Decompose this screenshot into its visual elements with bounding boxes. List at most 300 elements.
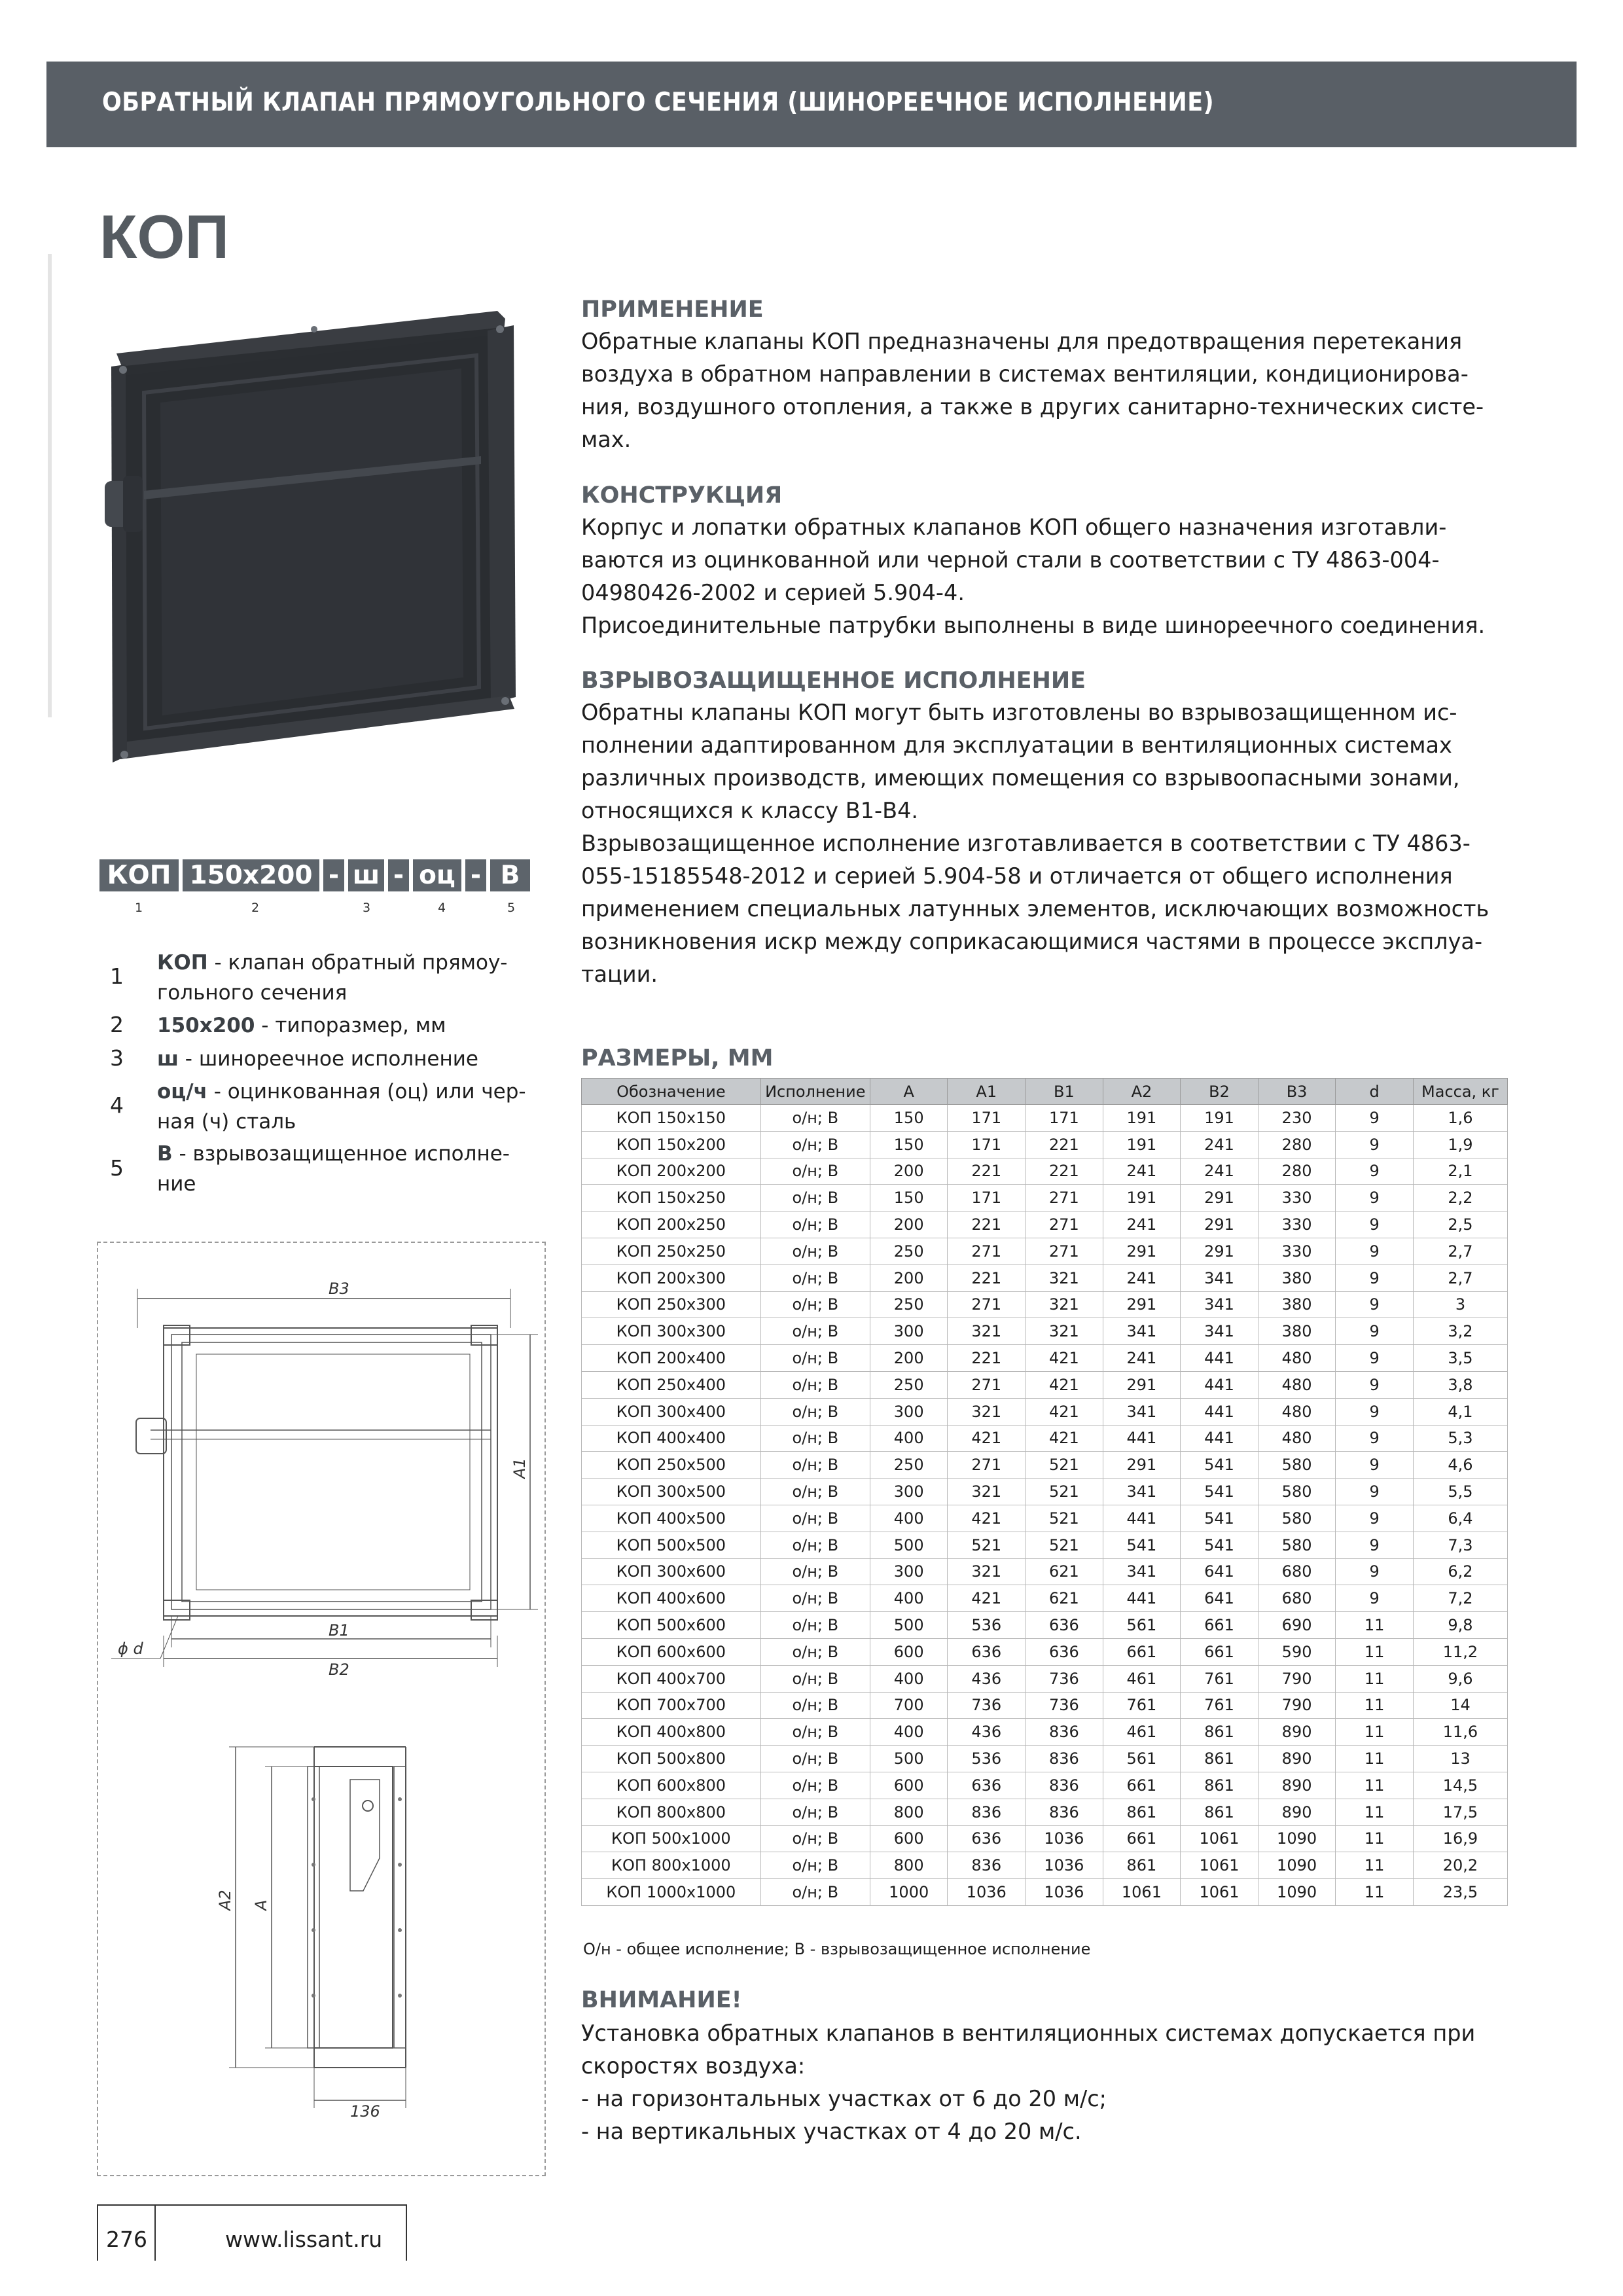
table-cell: о/н; В — [760, 1238, 870, 1265]
table-cell: 500 — [870, 1612, 948, 1639]
table-cell: 1090 — [1258, 1825, 1336, 1852]
table-cell: 480 — [1258, 1345, 1336, 1372]
table-row — [582, 1105, 1508, 1132]
table-cell: 621 — [1026, 1585, 1103, 1612]
table-cell: 636 — [1026, 1638, 1103, 1665]
table-cell: 461 — [1103, 1719, 1181, 1746]
table-cell: 341 — [1181, 1291, 1258, 1318]
table-cell: 600 — [870, 1825, 948, 1852]
table-cell: 171 — [948, 1185, 1026, 1211]
table-cell: КОП 400х700 — [582, 1665, 761, 1692]
table-cell: 661 — [1103, 1772, 1181, 1799]
table-cell: КОП 200х400 — [582, 1345, 761, 1372]
table-cell: 600 — [870, 1772, 948, 1799]
table-cell: 11,2 — [1413, 1638, 1507, 1665]
legend-num-4: 4 — [110, 1092, 124, 1118]
table-cell: 1036 — [948, 1879, 1026, 1906]
table-cell: 3,8 — [1413, 1371, 1507, 1398]
table-cell: КОП 300х300 — [582, 1318, 761, 1345]
table-cell: 341 — [1103, 1398, 1181, 1425]
table-cell: 241 — [1103, 1158, 1181, 1185]
heading-explosion: ВЗРЫВОЗАЩИЩЕННОЕ ИСПОЛНЕНИЕ — [581, 668, 1086, 694]
legend-num-3: 3 — [110, 1045, 124, 1071]
table-cell: 836 — [1026, 1772, 1103, 1799]
table-cell: 9 — [1336, 1425, 1414, 1452]
table-cell: 321 — [1026, 1265, 1103, 1291]
table-cell: 541 — [1181, 1452, 1258, 1479]
table-cell: о/н; В — [760, 1532, 870, 1558]
table-cell: 11 — [1336, 1638, 1414, 1665]
table-cell: о/н; В — [760, 1131, 870, 1158]
label-a1: А1 — [510, 1458, 529, 1479]
table-cell: КОП 150х250 — [582, 1185, 761, 1211]
table-cell: 600 — [870, 1638, 948, 1665]
table-cell: 890 — [1258, 1799, 1336, 1825]
table-cell: 580 — [1258, 1505, 1336, 1532]
table-cell: 561 — [1103, 1746, 1181, 1772]
table-row — [582, 1398, 1508, 1425]
table-cell: 736 — [948, 1692, 1026, 1719]
heading-construction: КОНСТРУКЦИЯ — [581, 482, 783, 509]
table-cell: 700 — [870, 1692, 948, 1719]
table-cell: 636 — [948, 1825, 1026, 1852]
table-cell: 271 — [1026, 1238, 1103, 1265]
table-cell: 861 — [1103, 1799, 1181, 1825]
label-b1: В1 — [329, 1621, 349, 1640]
code-number-2: 2 — [251, 901, 260, 915]
table-cell: 590 — [1258, 1638, 1336, 1665]
table-cell: 16,9 — [1413, 1825, 1507, 1852]
table-row — [582, 1238, 1508, 1265]
legend-item-3: ш - шинореечное исполнение — [157, 1047, 478, 1071]
table-cell: КОП 400х400 — [582, 1425, 761, 1452]
table-cell: о/н; В — [760, 1318, 870, 1345]
table-cell: 9 — [1336, 1238, 1414, 1265]
table-cell: о/н; В — [760, 1345, 870, 1372]
table-header: А — [870, 1079, 948, 1105]
table-cell: 200 — [870, 1345, 948, 1372]
table-cell: 861 — [1181, 1799, 1258, 1825]
table-cell: о/н; В — [760, 1211, 870, 1238]
table-cell: 690 — [1258, 1612, 1336, 1639]
table-cell: 636 — [948, 1638, 1026, 1665]
table-cell: 1061 — [1103, 1879, 1181, 1906]
table-cell: о/н; В — [760, 1291, 870, 1318]
label-136: 136 — [350, 2102, 380, 2121]
table-cell: 680 — [1258, 1585, 1336, 1612]
table-cell: о/н; В — [760, 1852, 870, 1879]
table-cell: о/н; В — [760, 1265, 870, 1291]
table-cell: 441 — [1103, 1585, 1181, 1612]
label-b3: В3 — [329, 1280, 349, 1298]
table-cell: 661 — [1181, 1612, 1258, 1639]
table-cell: 14 — [1413, 1692, 1507, 1719]
table-cell: 20,2 — [1413, 1852, 1507, 1879]
table-cell: 536 — [948, 1746, 1026, 1772]
table-cell: 241 — [1181, 1131, 1258, 1158]
table-cell: 330 — [1258, 1185, 1336, 1211]
table-cell: 641 — [1181, 1585, 1258, 1612]
table-cell: 9 — [1336, 1371, 1414, 1398]
table-cell: 836 — [948, 1799, 1026, 1825]
table-cell: 1061 — [1181, 1879, 1258, 1906]
code-v: В — [490, 859, 530, 891]
table-cell: 536 — [948, 1612, 1026, 1639]
table-cell: о/н; В — [760, 1505, 870, 1532]
text-attention: Установка обратных клапанов в вентиляционных системах допускается при скоростях воздуха: - на горизонтальных участках от 6 до 20 м/с; - на вертикальных участках от 4 до 20 м/с. — [581, 2020, 1476, 2144]
table-cell: 521 — [1026, 1479, 1103, 1505]
table-cell: 9 — [1336, 1291, 1414, 1318]
table-cell: 1061 — [1181, 1852, 1258, 1879]
table-cell: 761 — [1181, 1692, 1258, 1719]
page-number: 276 — [106, 2227, 147, 2252]
table-cell: 150 — [870, 1105, 948, 1132]
table-row — [582, 1371, 1508, 1398]
table-row — [582, 1291, 1508, 1318]
table-cell: о/н; В — [760, 1746, 870, 1772]
table-cell: 800 — [870, 1799, 948, 1825]
table-cell: 500 — [870, 1746, 948, 1772]
table-cell: 761 — [1103, 1692, 1181, 1719]
table-cell: 441 — [1103, 1425, 1181, 1452]
table-cell: 1000 — [870, 1879, 948, 1906]
table-cell: 421 — [948, 1425, 1026, 1452]
table-cell: о/н; В — [760, 1452, 870, 1479]
table-cell: 421 — [1026, 1425, 1103, 1452]
table-cell: 480 — [1258, 1398, 1336, 1425]
table-cell: о/н; В — [760, 1585, 870, 1612]
table-cell: 341 — [1181, 1318, 1258, 1345]
table-cell: 661 — [1103, 1825, 1181, 1852]
table-cell: 1,6 — [1413, 1105, 1507, 1132]
table-cell: 11,6 — [1413, 1719, 1507, 1746]
table-cell: 736 — [1026, 1665, 1103, 1692]
table-cell: 9,6 — [1413, 1665, 1507, 1692]
table-cell: 241 — [1103, 1265, 1181, 1291]
table-cell: 380 — [1258, 1291, 1336, 1318]
table-cell: 400 — [870, 1425, 948, 1452]
site-url[interactable]: www.lissant.ru — [225, 2227, 383, 2252]
table-cell: 9 — [1336, 1211, 1414, 1238]
table-cell: 250 — [870, 1238, 948, 1265]
label-b2: В2 — [329, 1660, 349, 1679]
table-cell: о/н; В — [760, 1612, 870, 1639]
table-cell: КОП 700х700 — [582, 1692, 761, 1719]
table-cell: КОП 200х200 — [582, 1158, 761, 1185]
table-cell: о/н; В — [760, 1371, 870, 1398]
table-cell: 6,4 — [1413, 1505, 1507, 1532]
legend-item-5: В - взрывозащищенное исполне- ние — [157, 1142, 510, 1196]
table-cell: 1036 — [1026, 1879, 1103, 1906]
table-row — [582, 1185, 1508, 1211]
table-cell: 9 — [1336, 1158, 1414, 1185]
label-a: А — [252, 1899, 270, 1910]
table-cell: 11 — [1336, 1612, 1414, 1639]
table-row — [582, 1799, 1508, 1825]
table-cell: 421 — [948, 1505, 1026, 1532]
table-header: Обозначение — [582, 1079, 761, 1105]
table-cell: 341 — [1103, 1479, 1181, 1505]
table-cell: 7,3 — [1413, 1532, 1507, 1558]
table-cell: 191 — [1103, 1185, 1181, 1211]
table-cell: 9 — [1336, 1505, 1414, 1532]
table-row — [582, 1158, 1508, 1185]
table-cell: 191 — [1103, 1105, 1181, 1132]
label-a2: А2 — [216, 1890, 234, 1910]
code-number-5: 5 — [507, 901, 516, 915]
table-cell: 11 — [1336, 1825, 1414, 1852]
table-header-row — [582, 1079, 1508, 1105]
table-cell: 1061 — [1181, 1825, 1258, 1852]
table-cell: 2,5 — [1413, 1211, 1507, 1238]
table-cell: о/н; В — [760, 1185, 870, 1211]
table-cell: 7,2 — [1413, 1585, 1507, 1612]
table-cell: 250 — [870, 1291, 948, 1318]
table-cell: 5,3 — [1413, 1425, 1507, 1452]
table-cell: 400 — [870, 1505, 948, 1532]
table-cell: 1,9 — [1413, 1131, 1507, 1158]
table-header: В2 — [1181, 1079, 1258, 1105]
table-cell: 441 — [1181, 1345, 1258, 1372]
table-cell: о/н; В — [760, 1158, 870, 1185]
table-cell: 2,1 — [1413, 1158, 1507, 1185]
code-sh: ш — [348, 859, 384, 891]
table-cell: 11 — [1336, 1879, 1414, 1906]
table-cell: КОП 150х200 — [582, 1131, 761, 1158]
table-cell: о/н; В — [760, 1665, 870, 1692]
table-cell: КОП 800х800 — [582, 1799, 761, 1825]
table-cell: о/н; В — [760, 1772, 870, 1799]
table-cell: 541 — [1181, 1479, 1258, 1505]
heading-application: ПРИМЕНЕНИЕ — [581, 296, 764, 323]
table-cell: КОП 400х800 — [582, 1719, 761, 1746]
table-header: d — [1336, 1079, 1414, 1105]
table-cell: 291 — [1103, 1238, 1181, 1265]
table-cell: 4,1 — [1413, 1398, 1507, 1425]
table-cell: 861 — [1181, 1772, 1258, 1799]
table-cell: 4,6 — [1413, 1452, 1507, 1479]
table-row — [582, 1425, 1508, 1452]
table-cell: 321 — [948, 1558, 1026, 1585]
table-cell: о/н; В — [760, 1638, 870, 1665]
table-cell: 9 — [1336, 1558, 1414, 1585]
table-cell: 291 — [1181, 1185, 1258, 1211]
table-cell: 321 — [1026, 1291, 1103, 1318]
table-cell: 11 — [1336, 1692, 1414, 1719]
table-cell: 890 — [1258, 1719, 1336, 1746]
table-cell: 330 — [1258, 1238, 1336, 1265]
table-cell: 421 — [948, 1585, 1026, 1612]
table-cell: КОП 150х150 — [582, 1105, 761, 1132]
table-cell: о/н; В — [760, 1479, 870, 1505]
table-cell: 11 — [1336, 1799, 1414, 1825]
table-cell: 836 — [1026, 1746, 1103, 1772]
table-cell: о/н; В — [760, 1558, 870, 1585]
table-cell: 9 — [1336, 1105, 1414, 1132]
text-application: Обратные клапаны КОП предназначены для предотвращения перетекания воздуха в обратном направлении в системах вентиляции, кондиционирова- ния, воздушного отопления, а также в других санитарно-технических систе- мах. — [581, 329, 1484, 452]
table-cell: 2,7 — [1413, 1265, 1507, 1291]
table-cell: 191 — [1181, 1105, 1258, 1132]
table-row — [582, 1772, 1508, 1799]
table-cell: 1090 — [1258, 1879, 1336, 1906]
table-cell: 200 — [870, 1158, 948, 1185]
table-cell: КОП 250х400 — [582, 1371, 761, 1398]
table-cell: о/н; В — [760, 1105, 870, 1132]
table-cell: 291 — [1181, 1238, 1258, 1265]
table-cell: 221 — [1026, 1158, 1103, 1185]
code-oc: оц — [413, 859, 461, 891]
table-cell: 421 — [1026, 1345, 1103, 1372]
table-row — [582, 1746, 1508, 1772]
table-cell: 150 — [870, 1185, 948, 1211]
table-cell: 250 — [870, 1452, 948, 1479]
table-row — [582, 1558, 1508, 1585]
table-header: А1 — [948, 1079, 1026, 1105]
table-cell: 641 — [1181, 1558, 1258, 1585]
table-row — [582, 1692, 1508, 1719]
table-cell: 14,5 — [1413, 1772, 1507, 1799]
code-kop: КОП — [99, 859, 179, 891]
table-cell: о/н; В — [760, 1879, 870, 1906]
table-cell: 2,2 — [1413, 1185, 1507, 1211]
table-cell: 761 — [1181, 1665, 1258, 1692]
legend-num-5: 5 — [110, 1155, 124, 1181]
legend-num-2: 2 — [110, 1012, 124, 1037]
table-cell: КОП 250х250 — [582, 1238, 761, 1265]
table-cell: 661 — [1181, 1638, 1258, 1665]
table-cell: 541 — [1103, 1532, 1181, 1558]
table-cell: 441 — [1181, 1425, 1258, 1452]
table-cell: 9 — [1336, 1532, 1414, 1558]
table-cell: КОП 300х500 — [582, 1479, 761, 1505]
table-header: В3 — [1258, 1079, 1336, 1105]
table-cell: 836 — [948, 1852, 1026, 1879]
legend-item-1: КОП - клапан обратный прямоу- гольного сечения — [157, 951, 508, 1005]
table-row — [582, 1452, 1508, 1479]
table-note: О/н - общее исполнение; В - взрывозащищенное исполнение — [583, 1940, 1091, 1958]
table-cell: 861 — [1181, 1719, 1258, 1746]
table-cell: КОП 300х600 — [582, 1558, 761, 1585]
heading-attention: ВНИМАНИЕ! — [581, 1987, 742, 2013]
table-row — [582, 1345, 1508, 1372]
code-number-3: 3 — [362, 901, 371, 915]
table-cell: 500 — [870, 1532, 948, 1558]
table-cell: 330 — [1258, 1211, 1336, 1238]
table-cell: 836 — [1026, 1799, 1103, 1825]
table-row — [582, 1638, 1508, 1665]
table-cell: КОП 200х250 — [582, 1211, 761, 1238]
table-cell: 9 — [1336, 1131, 1414, 1158]
table-cell: КОП 500х800 — [582, 1746, 761, 1772]
table-cell: 300 — [870, 1318, 948, 1345]
table-row — [582, 1131, 1508, 1158]
table-cell: 400 — [870, 1719, 948, 1746]
table-cell: 221 — [948, 1158, 1026, 1185]
table-cell: КОП 1000х1000 — [582, 1879, 761, 1906]
table-cell: 341 — [1103, 1318, 1181, 1345]
table-cell: 561 — [1103, 1612, 1181, 1639]
table-cell: 2,7 — [1413, 1238, 1507, 1265]
label-d: ϕ d — [118, 1640, 143, 1658]
table-cell: 580 — [1258, 1532, 1336, 1558]
table-cell: 250 — [870, 1371, 948, 1398]
table-cell: 11 — [1336, 1772, 1414, 1799]
table-cell: КОП 400х500 — [582, 1505, 761, 1532]
table-cell: КОП 250х500 — [582, 1452, 761, 1479]
table-cell: 836 — [1026, 1719, 1103, 1746]
table-row — [582, 1505, 1508, 1532]
table-cell: 680 — [1258, 1558, 1336, 1585]
text-construction: Корпус и лопатки обратных клапанов КОП общего назначения изготавли- ваются из оцинкованной или черной стали в соответствии с ТУ 4863-004- 04980426-2002 и серией 5.904-4. Присоединительные патрубки выполнены в виде шинореечного соединения. — [581, 514, 1486, 638]
table-cell: 241 — [1181, 1158, 1258, 1185]
table-cell: 521 — [1026, 1505, 1103, 1532]
table-cell: 291 — [1103, 1452, 1181, 1479]
table-cell: 541 — [1181, 1505, 1258, 1532]
table-cell: 441 — [1103, 1505, 1181, 1532]
table-cell: 321 — [948, 1479, 1026, 1505]
table-cell: 5,5 — [1413, 1479, 1507, 1505]
table-cell: КОП 300х400 — [582, 1398, 761, 1425]
table-cell: 736 — [1026, 1692, 1103, 1719]
table-row — [582, 1585, 1508, 1612]
table-cell: 271 — [1026, 1211, 1103, 1238]
table-header: В1 — [1026, 1079, 1103, 1105]
table-cell: 13 — [1413, 1746, 1507, 1772]
table-cell: 200 — [870, 1211, 948, 1238]
table-cell: 9 — [1336, 1318, 1414, 1345]
table-cell: 1036 — [1026, 1825, 1103, 1852]
table-cell: 241 — [1103, 1211, 1181, 1238]
table-cell: 661 — [1103, 1638, 1181, 1665]
table-cell: 291 — [1103, 1371, 1181, 1398]
table-header: Исполнение — [760, 1079, 870, 1105]
code-dash-2: - — [388, 859, 409, 891]
dimensions-table — [581, 1078, 1508, 1906]
table-cell: 3,2 — [1413, 1318, 1507, 1345]
table-cell: 300 — [870, 1558, 948, 1585]
table-cell: 280 — [1258, 1131, 1336, 1158]
table-cell: 421 — [1026, 1371, 1103, 1398]
legend-item-2: 150х200 - типоразмер, мм — [157, 1014, 446, 1037]
table-cell: КОП 500х600 — [582, 1612, 761, 1639]
footer-divider — [154, 2204, 156, 2261]
table-row — [582, 1719, 1508, 1746]
table-cell: 9 — [1336, 1265, 1414, 1291]
code-number-1: 1 — [134, 901, 143, 915]
table-cell: 230 — [1258, 1105, 1336, 1132]
table-cell: 271 — [948, 1291, 1026, 1318]
table-cell: КОП 400х600 — [582, 1585, 761, 1612]
table-cell: 271 — [948, 1452, 1026, 1479]
table-cell: 890 — [1258, 1772, 1336, 1799]
table-row — [582, 1211, 1508, 1238]
table-cell: 9 — [1336, 1398, 1414, 1425]
table-cell: КОП 500х500 — [582, 1532, 761, 1558]
table-cell: 300 — [870, 1398, 948, 1425]
table-cell: 200 — [870, 1265, 948, 1291]
table-row — [582, 1665, 1508, 1692]
table-cell: о/н; В — [760, 1719, 870, 1746]
table-cell: 3 — [1413, 1291, 1507, 1318]
table-cell: 9 — [1336, 1345, 1414, 1372]
table-cell: 890 — [1258, 1746, 1336, 1772]
table-row — [582, 1479, 1508, 1505]
table-cell: 300 — [870, 1479, 948, 1505]
table-cell: 271 — [948, 1371, 1026, 1398]
table-cell: 441 — [1181, 1398, 1258, 1425]
table-cell: 321 — [948, 1318, 1026, 1345]
table-cell: 171 — [948, 1105, 1026, 1132]
